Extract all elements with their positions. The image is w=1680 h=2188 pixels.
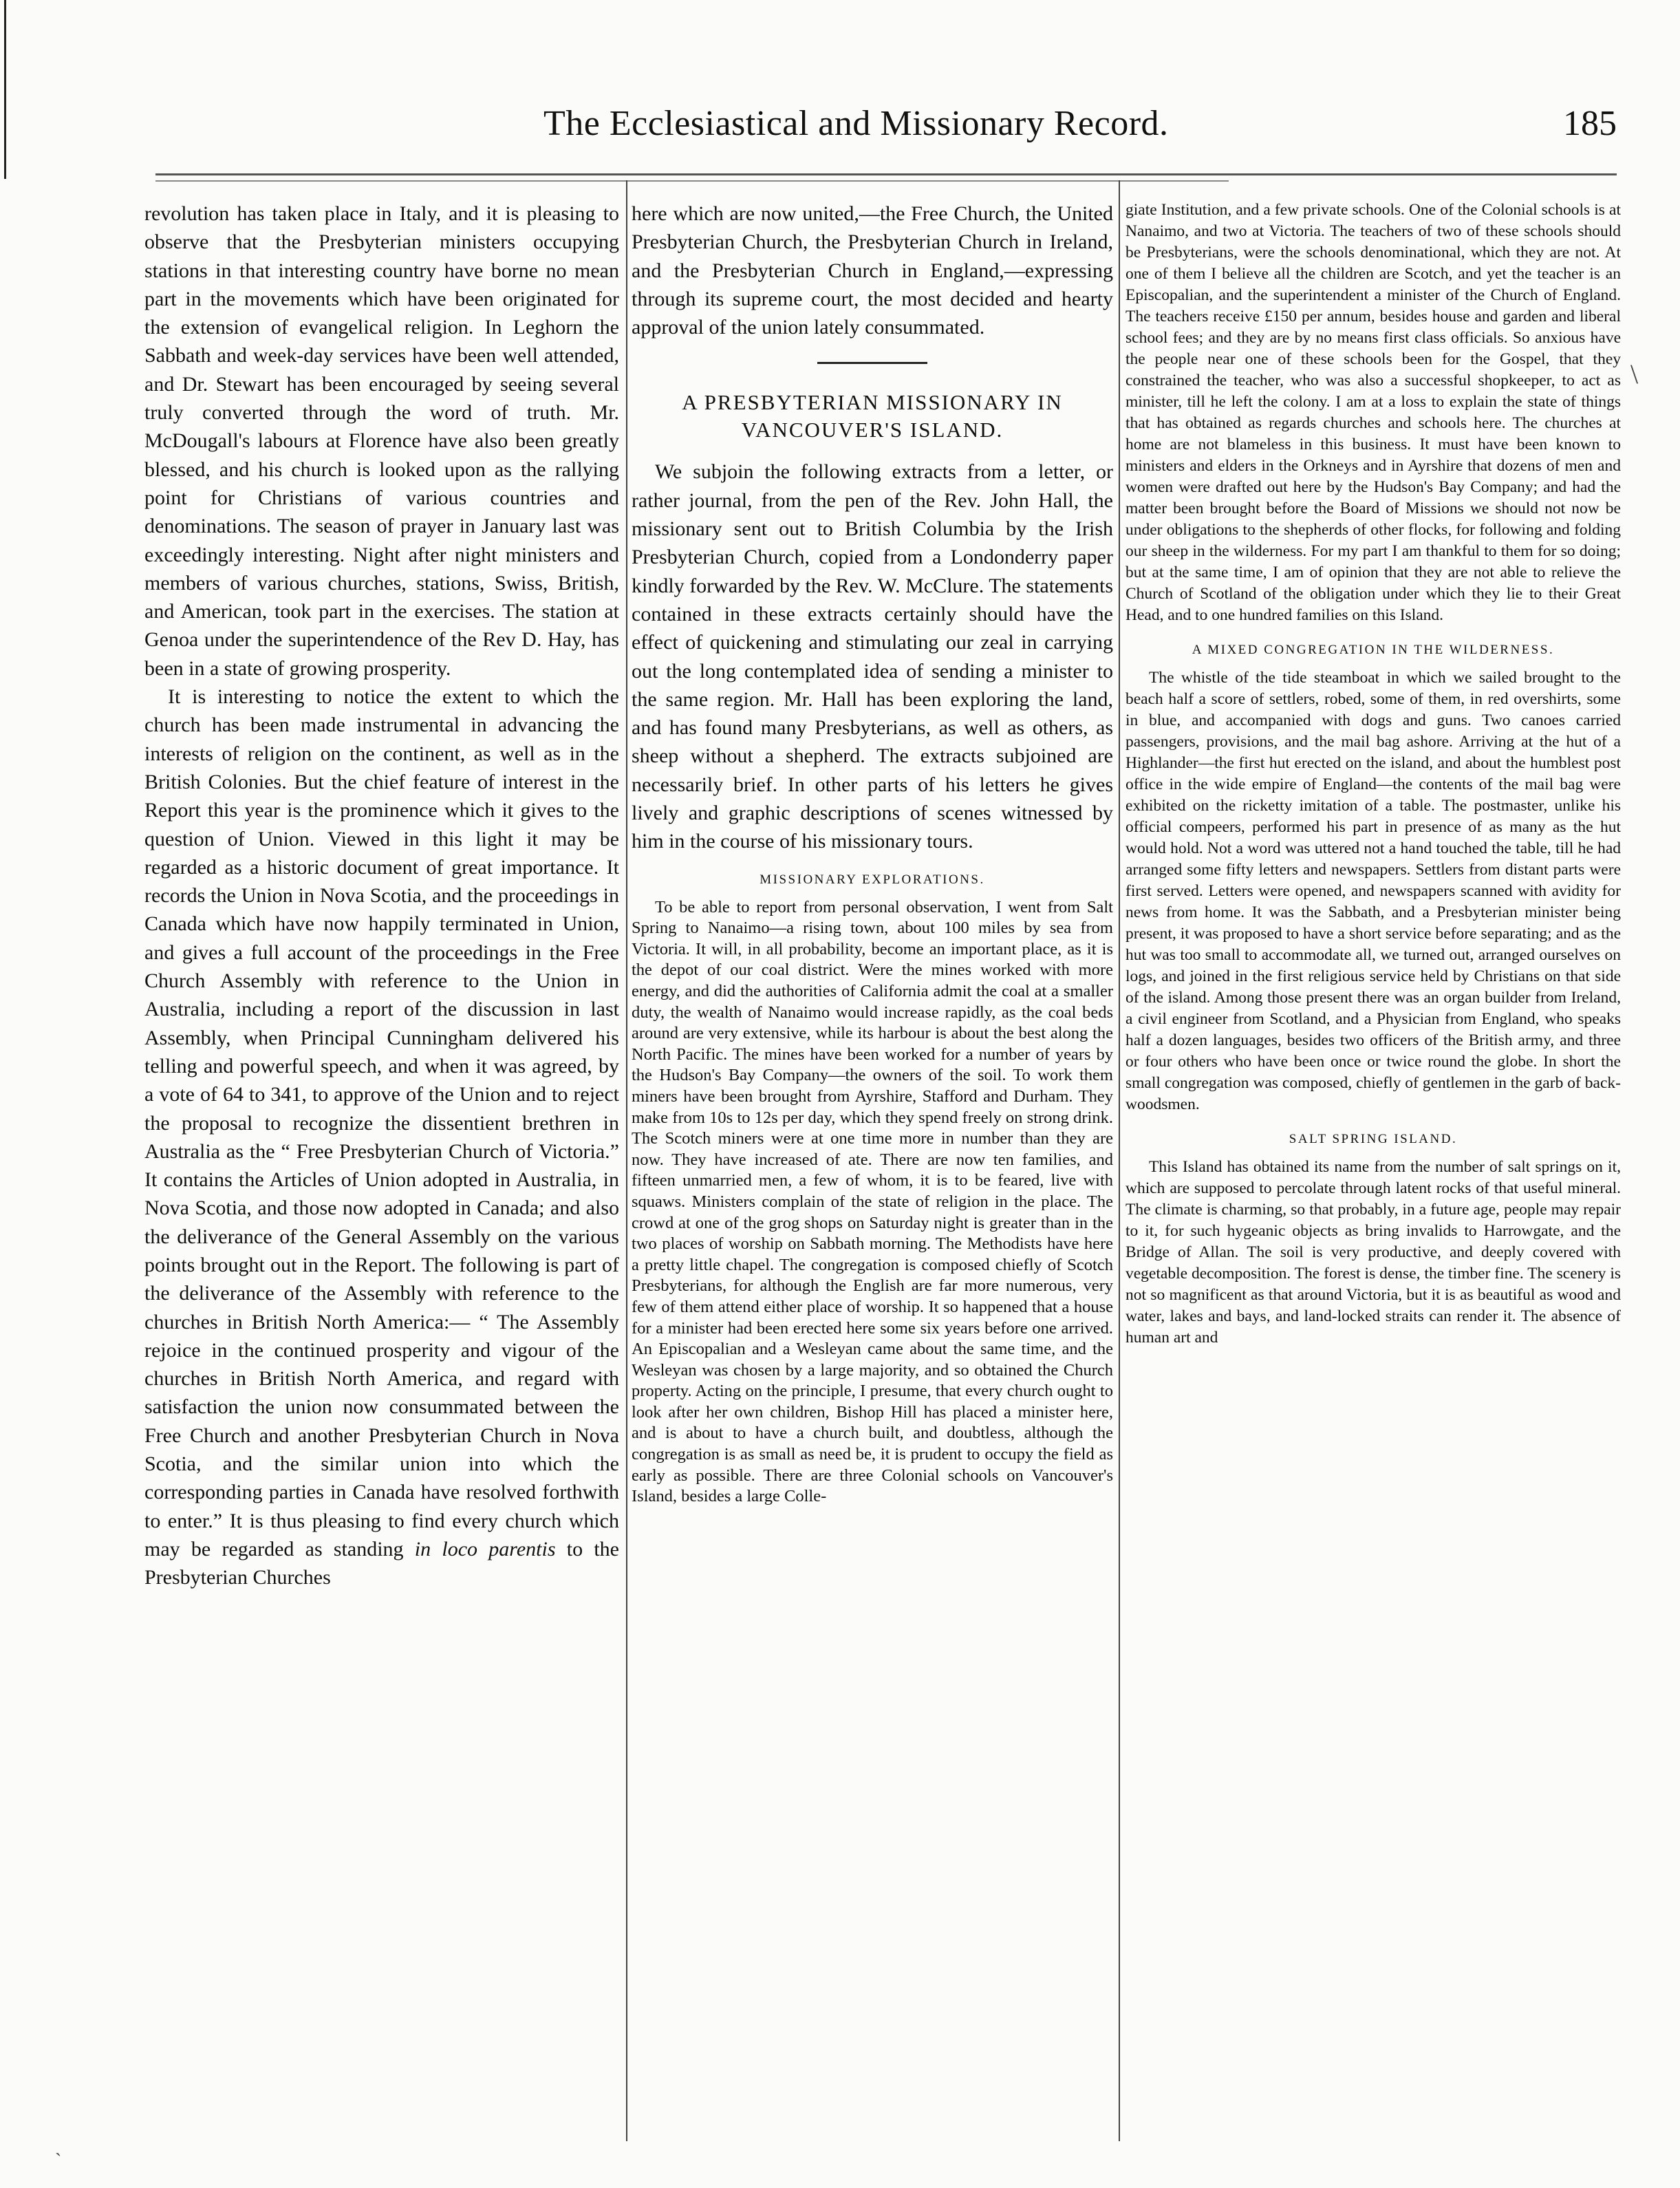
column-2: [632, 200, 1113, 2140]
page-number: 185: [1563, 104, 1617, 143]
col3-continued-paragraph: giate Institution, and a few private schools. One of the Colonial schools is at Nanaimo, and two at Victoria. The teachers of two of these schools should be Presbyterians, were the schools denominational, which they are not. At one of them I believe all the children are Scotch, and yet the teacher is an Episcopalian, and the superintendent a minister of the Church of England. The teachers receive £150 per annum, besides house and garden and liberal school fees; and they are by no means first class officials. So anxious have the people near one of these schools been for the Gospel, that they constrained the teacher, who was also a successful shopkeeper, to act as minister, till he left the colony. I am at a loss to explain the state of things that has obtained as regards churches and schools here. The churches at home are not blameless in this business. It must have been known to ministers and elders in the Orkneys and in Ayrshire that dozens of men and women were drafted out here by the Hudson's Bay Company; and had the matter been brought before the Board of Missions we should not now be under obligations to the shepherds of other flocks, for following and folding our sheep in the wilderness. For my part I am thankful to them for so doing; but at the same time, I am of opinion that they are not able to relieve the Church of Scotland of the obligation under which they lie to their Great Head, and to one hundred families on this Island.: [1126, 201, 1621, 624]
subhead-mixed-congregation: A MIXED CONGREGATION IN THE WILDERNESS.: [1192, 643, 1555, 657]
col3-paragraph-salt-spring: This Island has obtained its name from the number of salt springs on it, which are supposed to percolate through latent rocks of that useful mineral. The climate is charming, so that probably, in a future age, people may repair to it, for such hygeanic objects as bring invalids to Harrowgate, and the Bridge of Allan. The soil is very productive, and deeply covered with vegetable decomposition. The forest is dense, the timber fine. The scenery is not so magnificent as that around Victoria, but it is as beautiful as wood and water, lakes and bays, and land-locked straits can render it. The absence of human art and: [1126, 1158, 1621, 1347]
col1-paragraph-1: revolution has taken place in Italy, and it is pleasing to observe that the Presbyterian ministers occupying stations in that interesting country have borne no mean part in the movements which have been originated for the extension of evangelical religion. In Leghorn the Sabbath and week-day services have been well attended, and Dr. Stewart has been encouraged by seeing several truly converted through the word of truth. Mr. McDougall's labours at Florence have also been greatly blessed, and his church is looked upon as the rallying point for Christians of various countries and denominations. The season of prayer in January last was exceedingly interesting. Night after night ministers and members of various churches, stations, Swiss, British, and American, took part in the exercises. The station at Genoa under the superintendence of the Rev D. Hay, has been in a state of growing prosperity.: [144, 202, 619, 680]
article-divider: [817, 362, 927, 364]
margin-mark: \: [1630, 358, 1639, 389]
article-body-col2: To be able to report from personal observation, I went from Salt Spring to Nanaimo—a rising town, about 100 miles by sea from Victoria. It will, in all probability, become an important place, as it is the depot of our coal district. Were the mines worked with more energy, and did the authorities of California admit the coal at a smaller duty, the wealth of Nanaimo would increase rapidly, as the coal beds around are very extensive, while its harbour is about the best along the North Pacific. The mines have been worked for a number of years by the Hudson's Bay Company—the owners of the soil. To work them miners have been brought from Ayrshire, Stafford and Durham. They make from 10s to 12s per day, which they spend freely on strong drink. The Scotch miners were at one time more in number than they are now. They have increased of ate. There are now ten families, and fifteen unmarried men, a few of whom, it is to be feared, live with squaws. Ministers complain of the state of religion in the place. The crowd at one of the grog shops on Saturday night is greater than in the two places of worship on Sabbath morning. The Methodists have here a pretty little chapel. The congregation is composed chiefly of Scotch Presbyterians, for although the English are far more numerous, very few of them attend either place of worship. It so happened that a house for a minister had been erected here some six years before one arrived. An Episcopalian and a Wesleyan came about the same time, and the Wesleyan was chosen by a large majority, and so obtained the Church property. Acting on the principle, I presume, that every church ought to look after her own children, Bishop Hill has placed a minister here, and is about to have a church built, and doubtless, although the congregation is as small as need be, it is prudent to occupy the field as early as possible. There are three Colonial schools on Vancouver's Island, besides a large Colle-: [632, 897, 1113, 1506]
col1-paragraph-2: [144, 683, 619, 1592]
article-intro: We subjoin the following extracts from a letter, or rather journal, from the pen of the Rev. John Hall, the missionary sent out to British Columbia by the Irish Presbyterian Church, copied from a Londonderry paper kindly forwarded by the Rev. W. McClure. The statements contained in these extracts certainly should have the effect of quickening and stimulating our zeal in carrying out the long contemplated idea of sending a minister to the same region. Mr. Hall has been exploring the land, and has found many Presbyterians, as well as others, as sheep without a shepherd. The extracts subjoined are necessarily brief. In other parts of his letters he gives lively and graphic descriptions of scenes witnessed by him in the course of his missionary tours.: [632, 460, 1113, 853]
header-rule-secondary: [155, 180, 1229, 182]
page-edge-line: [4, 0, 6, 179]
column-divider-1: [626, 180, 627, 2141]
column-3: [1126, 200, 1621, 2140]
latin-phrase: in loco parentis: [414, 1537, 556, 1560]
col3-paragraph-mixed-congregation: The whistle of the tide steamboat in which we sailed brought to the beach half a score of settlers, robed, some of them, in red overshirts, some in blue, and accompanied with dogs and guns. Two canoes carried passengers, provisions, and the mail bag ashore. Arriving at the hut of a Highlander—the first hut erected on the island, and about the humblest post office in the wide empire of England—the contents of the mail bag were exhibited on the ricketty imitation of a table. The postmaster, unlike his official compeers, performed his part in presence of as many as the hut would hold. Not a word was uttered not a hand touched the table, till he had arranged some fifty letters and newspapers. Settlers from distant parts were first served. Letters were opened, and newspapers scanned with avidity for news from home. It was the Sabbath, and a Presbyterian minister being present, it was proposed to have a short service before separating; and as the hut was too small to accommodate all, we turned out, arranged ourselves on logs, and joined in the first religious service held by Christians on that side of the island. Among those present there was an organ builder from Ireland, a civil engineer from Scotland, and a Physician from England, who speaks half a dozen languages, besides two officers of the British army, and three or four others who have been once or twice round the globe. In short the small congregation was composed, chiefly of gentlemen in the garb of back-woodsmen.: [1126, 669, 1621, 1113]
corner-mark: `: [55, 2150, 62, 2171]
header-rule: [155, 173, 1617, 175]
col1-paragraph-2-text: It is interesting to notice the extent to which the church has been made instrumental in advancing the interests of religion on the continent, as well as in the British Colonies. But the chief feature of interest in the Report this year is the prominence which it gives to the question of Union. Viewed in this light it may be regarded as a historic document of great importance. It records the Union in Nova Scotia, and the proceedings in Canada which have now happily terminated in Union, and gives a full account of the proceedings in the Free Church Assembly with reference to the Union in Australia, including a report of the discussion in last Assembly, when Principal Cunningham delivered his telling and powerful speech, and when it was agreed, by a vote of 64 to 341, to approve of the Union and to reject the proposal to recognize the dissentient brethren in Australia as the “ Free Presbyterian Church of Victoria.” It contains the Articles of Union adopted in Australia, in Nova Scotia, and those now adopted in Canada; and also the deliverance of the General Assembly on the various points brought out in the Report. The following is part of the deliverance of the Assembly with reference to the churches in British North America:— “ The Assembly rejoice in the continued prosperity and vigour of the churches in British North America, and regard with satisfaction the union now consummated between the Free Church and another Presbyterian Church in Nova Scotia, and the similar union into which the corresponding parties in Canada have resolved forthwith to enter.” It is thus pleasing to find every church which may be regarded as standing: [144, 685, 619, 1560]
page-header: [158, 103, 1617, 158]
subhead-salt-spring-island: SALT SPRING ISLAND.: [1289, 1132, 1458, 1146]
subhead-missionary-explorations: MISSIONARY EXPLORATIONS.: [760, 872, 985, 887]
column-1: [144, 200, 619, 2140]
col2-continued-paragraph: here which are now united,—the Free Church, the United Presbyterian Church, the Presbyterian Church in Ireland, and the Presbyterian Church in England,—expressing through its supreme court, the most decided and hearty approval of the union lately consummated.: [632, 202, 1113, 339]
column-divider-2: [1119, 180, 1120, 2141]
running-title: The Ecclesiastical and Missionary Record.: [543, 104, 1169, 143]
col1-paragraph-2-end: to the Presbyterian Churches: [144, 1537, 619, 1589]
article-title: A PRESBYTERIAN MISSIONARY IN VANCOUVER'S ISLAND.: [682, 390, 1063, 442]
